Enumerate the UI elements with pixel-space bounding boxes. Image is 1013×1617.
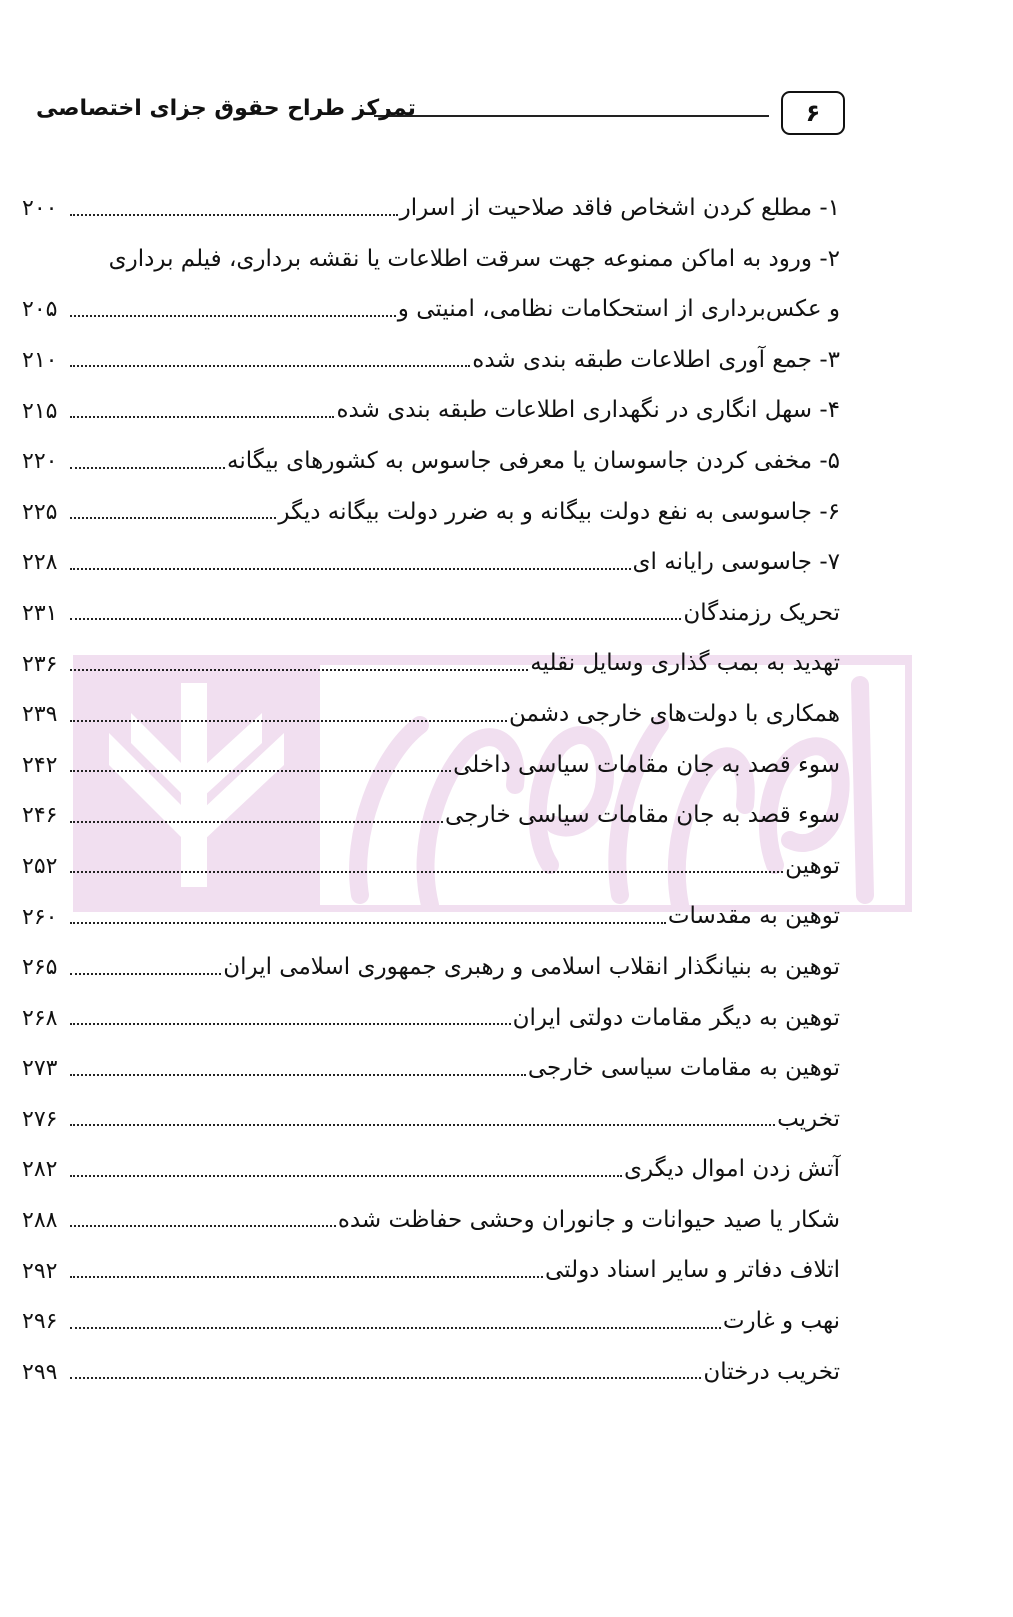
toc-entry-title: آتش زدن اموال دیگری xyxy=(623,1156,840,1183)
toc-entry-page: ۲۱۰ xyxy=(22,347,58,373)
toc-entry[interactable] xyxy=(22,324,840,375)
toc-entry-title: اتلاف دفاتر و سایر اسناد دولتی xyxy=(544,1257,840,1284)
toc-entry[interactable] xyxy=(22,1032,840,1083)
dot-leader xyxy=(70,1377,701,1379)
toc-entry[interactable] xyxy=(22,779,840,830)
toc-entry-title: ۱- مطلع کردن اشخاص فاقد صلاحیت از اسرار xyxy=(399,195,840,221)
toc-entry[interactable] xyxy=(22,1083,840,1134)
dot-leader xyxy=(70,315,396,317)
toc-entry[interactable] xyxy=(22,1285,840,1336)
dot-leader xyxy=(70,568,631,570)
toc-entry-page: ۲۳۹ xyxy=(22,702,58,728)
dot-leader xyxy=(70,1327,721,1329)
page-number: ۶ xyxy=(805,99,821,127)
toc-entry-title: توهین xyxy=(785,852,840,879)
dot-leader xyxy=(70,1124,775,1126)
table-of-contents xyxy=(22,172,840,1386)
toc-entry[interactable] xyxy=(22,880,840,931)
dot-leader xyxy=(70,365,470,367)
toc-entry-page: ۲۸۲ xyxy=(22,1157,58,1183)
toc-entry-title: ۷- جاسوسی رایانه ای xyxy=(632,549,840,576)
toc-entry-page: ۲۲۸ xyxy=(22,550,58,576)
toc-entry[interactable] xyxy=(22,273,840,324)
dot-leader xyxy=(70,467,225,469)
toc-entry[interactable] xyxy=(22,931,840,982)
toc-entry[interactable] xyxy=(22,1184,840,1235)
toc-entry-title: تحریک رزمندگان xyxy=(683,599,840,626)
toc-entry[interactable] xyxy=(22,729,840,780)
toc-entry-page: ۲۳۶ xyxy=(22,651,58,677)
toc-entry-page: ۲۶۸ xyxy=(22,1005,58,1031)
toc-entry-page: ۲۶۰ xyxy=(22,904,58,930)
toc-entry-page: ۲۴۲ xyxy=(22,752,58,778)
toc-entry-title: توهین به مقدسات xyxy=(667,903,840,930)
toc-entry-title: توهین به بنیانگذار انقلاب اسلامی و رهبری جمهوری اسلامی ایران xyxy=(223,953,840,980)
dot-leader xyxy=(70,922,666,924)
toc-entry[interactable] xyxy=(22,982,840,1033)
dot-leader xyxy=(70,669,528,671)
toc-entry-page: ۲۴۶ xyxy=(22,803,58,829)
toc-entry[interactable] xyxy=(22,223,840,274)
toc-entry-title: ۴- سهل انگاری در نگهداری اطلاعات طبقه بندی شده xyxy=(336,397,840,424)
dot-leader xyxy=(70,618,681,620)
toc-entry-page: ۲۹۲ xyxy=(22,1258,58,1284)
toc-entry-page: ۲۵۲ xyxy=(22,853,58,879)
toc-entry[interactable] xyxy=(22,577,840,628)
dot-leader xyxy=(70,416,334,418)
toc-entry[interactable] xyxy=(22,830,840,881)
toc-entry[interactable] xyxy=(22,172,840,223)
toc-entry[interactable] xyxy=(22,627,840,678)
dot-leader xyxy=(70,770,451,772)
toc-entry-title: سوء قصد به جان مقامات سیاسی خارجی xyxy=(444,802,840,829)
dot-leader xyxy=(70,973,221,975)
toc-entry[interactable] xyxy=(22,1133,840,1184)
toc-entry-title: ۶- جاسوسی به نفع دولت بیگانه و به ضرر دولت بیگانه دیگر xyxy=(278,498,840,525)
toc-entry-title: شکار یا صید حیوانات و جانوران وحشی حفاظت شده xyxy=(337,1206,840,1233)
dot-leader xyxy=(70,214,398,216)
dot-leader xyxy=(70,871,783,873)
dot-leader xyxy=(70,1074,526,1076)
toc-entry-title: ۵- مخفی کردن جاسوسان یا معرفی جاسوس به کشورهای بیگانه xyxy=(227,447,840,474)
toc-entry-title: تخریب xyxy=(777,1105,840,1132)
toc-entry-title: تخریب درختان xyxy=(703,1358,840,1385)
header-rule xyxy=(374,115,769,117)
toc-entry-title: توهین به دیگر مقامات دولتی ایران xyxy=(512,1004,840,1031)
book-title: تمرکز طراح حقوق جزای اختصاصی xyxy=(36,96,416,121)
toc-entry-page: ۲۰۵ xyxy=(22,297,58,323)
toc-entry-page: ۲۲۵ xyxy=(22,499,58,525)
toc-entry[interactable] xyxy=(22,476,840,527)
toc-entry-title: و عکس‌برداری از استحکامات نظامی، امنیتی و xyxy=(397,296,840,323)
running-header xyxy=(30,88,845,140)
toc-entry-page: ۲۹۹ xyxy=(22,1359,58,1385)
dot-leader xyxy=(70,720,507,722)
dot-leader xyxy=(70,1276,543,1278)
dot-leader xyxy=(70,1225,336,1227)
toc-entry[interactable] xyxy=(22,678,840,729)
toc-entry-title: تهدید به بمب گذاری وسایل نقلیه xyxy=(530,650,840,677)
toc-entry-page: ۲۸۸ xyxy=(22,1208,58,1234)
toc-entry-title: ۲- ورود به اماکن ممنوعه جهت سرقت اطلاعات یا نقشه برداری، فیلم برداری xyxy=(108,245,840,272)
toc-entry-page: ۲۰۰ xyxy=(22,196,58,222)
toc-entry[interactable] xyxy=(22,1234,840,1285)
toc-entry-title: توهین به مقامات سیاسی خارجی xyxy=(527,1055,840,1082)
dot-leader xyxy=(70,517,276,519)
toc-entry-page: ۲۹۶ xyxy=(22,1309,58,1335)
toc-entry-page: ۲۱۵ xyxy=(22,398,58,424)
page-number-box xyxy=(781,91,845,135)
toc-entry-page: ۲۷۶ xyxy=(22,1106,58,1132)
dot-leader xyxy=(70,1175,622,1177)
toc-entry-page: ۲۲۰ xyxy=(22,449,58,475)
toc-entry-page: ۲۶۵ xyxy=(22,955,58,981)
toc-entry-page: ۲۷۳ xyxy=(22,1056,58,1082)
toc-entry[interactable] xyxy=(22,425,840,476)
toc-entry[interactable] xyxy=(22,374,840,425)
toc-entry-page: ۲۳۱ xyxy=(22,600,58,626)
toc-entry[interactable] xyxy=(22,526,840,577)
dot-leader xyxy=(70,1023,511,1025)
toc-entry-title: ۳- جمع آوری اطلاعات طبقه بندی شده xyxy=(472,346,840,373)
toc-entry-title: سوء قصد به جان مقامات سیاسی داخلی xyxy=(453,751,840,778)
toc-entry-title: نهب و غارت xyxy=(722,1308,840,1335)
toc-entry[interactable] xyxy=(22,1336,840,1387)
toc-entry-title: همکاری با دولت‌های خارجی دشمن xyxy=(508,700,840,727)
dot-leader xyxy=(70,821,443,823)
